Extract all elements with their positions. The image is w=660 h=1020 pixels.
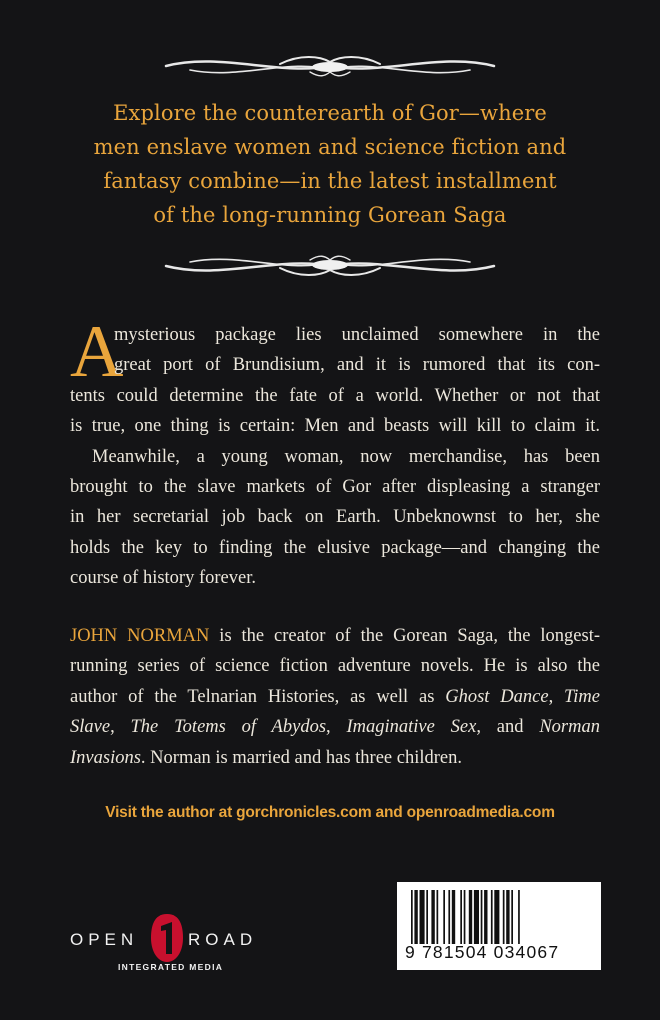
tagline bbox=[60, 96, 600, 232]
bio-line: running series of science fiction adventure novels. He is also the bbox=[70, 656, 600, 677]
tagline-line: Explore the counterearth of Gor—where bbox=[113, 101, 547, 125]
bio-text: , bbox=[110, 717, 131, 738]
bio-text: , bbox=[326, 717, 347, 738]
description-line: brought to the slave markets of Gor after displeasing a stranger bbox=[70, 476, 600, 497]
bio-text: is the creator of the Gorean Saga, the longest- bbox=[209, 626, 600, 646]
author-name: JOHN NORMAN bbox=[70, 626, 210, 646]
ornamental-divider-top bbox=[160, 46, 500, 86]
book-title: Norman bbox=[539, 717, 600, 738]
barcode-bar bbox=[431, 890, 434, 944]
barcode-bar bbox=[481, 890, 483, 944]
description-line: tents could determine the fate of a world. Whether or not that bbox=[70, 385, 600, 406]
barcode-bar bbox=[460, 890, 462, 944]
author-bio bbox=[70, 621, 600, 773]
description-line: in her secretarial job back on Earth. Unbeknownst to her, she bbox=[70, 507, 600, 528]
barcode-bar bbox=[506, 890, 509, 944]
description-line: is true, one thing is certain: Men and beasts will kill to claim it. bbox=[70, 416, 600, 437]
description-line: great port of Brundisium, and it is rumored that its con- bbox=[114, 355, 600, 376]
bio-text: , and bbox=[476, 717, 540, 738]
bio-line bbox=[70, 682, 600, 712]
barcode-bar bbox=[511, 890, 513, 944]
tagline-line: men enslave women and science fiction and bbox=[93, 135, 567, 159]
barcode-bar bbox=[469, 890, 472, 944]
description-line: holds the key to finding the elusive package—and changing the bbox=[70, 537, 600, 558]
barcode-bar bbox=[420, 890, 425, 944]
author-website-line: Visit the author at gorchronicles.com and openroadmedia.com bbox=[105, 804, 555, 821]
barcode-bar bbox=[494, 890, 499, 944]
barcode-bar bbox=[491, 890, 493, 944]
book-title: Ghost Dance bbox=[445, 686, 549, 707]
publisher-logo bbox=[70, 912, 290, 982]
description-line: course of history forever. bbox=[70, 568, 256, 589]
barcode-bar bbox=[437, 890, 439, 944]
book-title: Slave bbox=[70, 717, 111, 738]
bio-line bbox=[70, 743, 600, 773]
barcode-bar bbox=[518, 890, 520, 944]
barcode-bar bbox=[448, 890, 450, 944]
bio-line bbox=[70, 621, 600, 651]
barcode-bar bbox=[464, 890, 466, 944]
logo-subtitle: INTEGRATED MEDIA bbox=[118, 962, 224, 972]
barcode-bar bbox=[503, 890, 505, 944]
bio-text: . Norman is married and has three children. bbox=[140, 747, 462, 768]
barcode-bar bbox=[474, 890, 479, 944]
bio-text: author of the Telnarian Histories, as well as bbox=[70, 686, 446, 707]
barcode-bar bbox=[484, 890, 487, 944]
book-title: Invasions bbox=[70, 747, 141, 768]
description-line: Meanwhile, a young woman, now merchandise, has been bbox=[92, 446, 600, 467]
barcode-bar bbox=[426, 890, 428, 944]
drop-cap: A bbox=[70, 311, 124, 393]
isbn-number: 9 781504 034067 bbox=[405, 942, 560, 962]
book-title: The Totems of Abydos bbox=[130, 717, 327, 738]
ornamental-divider-bottom bbox=[160, 246, 500, 286]
bio-line bbox=[70, 712, 600, 742]
book-title: Time bbox=[564, 686, 600, 707]
book-title: Imaginative Sex bbox=[346, 717, 477, 738]
barcode-bar bbox=[452, 890, 455, 944]
tagline-line: fantasy combine—in the latest installment bbox=[103, 169, 557, 193]
description-line: mysterious package lies unclaimed somewhere in the bbox=[114, 325, 600, 345]
logo-word-open: OPEN bbox=[70, 930, 139, 949]
barcode-bar bbox=[443, 890, 445, 944]
barcode-bar bbox=[411, 890, 413, 944]
barcode-bar bbox=[414, 890, 417, 944]
isbn-barcode bbox=[397, 882, 601, 970]
book-description bbox=[70, 311, 600, 594]
tagline-line: of the long-running Gorean Saga bbox=[153, 203, 507, 227]
barcode-bars bbox=[411, 890, 587, 944]
open-road-emblem-icon bbox=[150, 912, 184, 964]
logo-word-road: ROAD bbox=[188, 930, 258, 949]
bio-text: , bbox=[548, 686, 565, 707]
